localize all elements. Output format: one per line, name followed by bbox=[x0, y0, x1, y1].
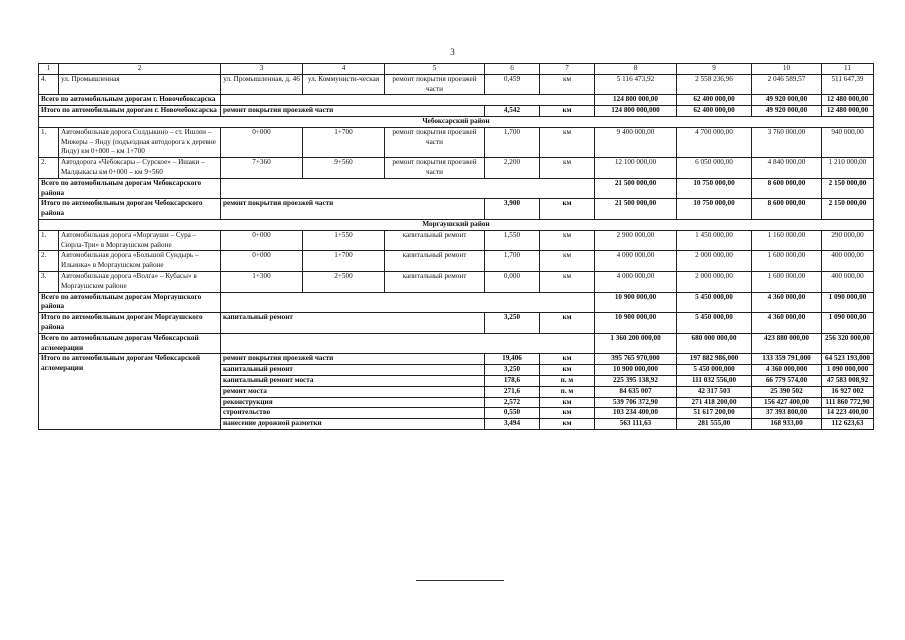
road-name: Автомобильная дорога «Моргауши – Сура – Сюрла-Три» в Моргаушском районе bbox=[59, 230, 221, 251]
section-title: Моргаушский район bbox=[39, 219, 874, 230]
length-value: 1,700 bbox=[485, 127, 540, 157]
length-unit: км bbox=[540, 74, 595, 95]
amount-col9: 1 450 000,00 bbox=[677, 230, 752, 251]
amount-col9: 2 558 236,96 bbox=[677, 74, 752, 95]
length-unit: км bbox=[540, 313, 595, 334]
column-number-3: 3 bbox=[221, 64, 303, 75]
subtotal-row bbox=[39, 95, 874, 106]
length-unit: км bbox=[540, 365, 595, 376]
table-row bbox=[39, 251, 874, 272]
amount-col9: 680 000 000,00 bbox=[677, 333, 752, 354]
amount-total: 21 500 000,00 bbox=[595, 199, 677, 220]
length-value: 3,250 bbox=[485, 365, 540, 376]
segment-start: ул. Промышленная, д. 46 bbox=[221, 74, 303, 95]
length-unit: км bbox=[540, 106, 595, 117]
segment-start: 0+000 bbox=[221, 251, 303, 272]
length-unit: км bbox=[540, 230, 595, 251]
itogo-row bbox=[39, 199, 874, 220]
work-type: ремонт покрытия проезжей части bbox=[221, 106, 485, 117]
amount-col11: 400 000,00 bbox=[822, 271, 874, 292]
empty-cell bbox=[221, 178, 595, 199]
amount-col11: 14 223 400,00 bbox=[822, 408, 874, 419]
segment-start: 1+300 bbox=[221, 271, 303, 292]
subtotal-label: Всего по автомобильным дорогам г. Новочебоксарска bbox=[39, 95, 221, 106]
row-number: 1. bbox=[39, 127, 59, 157]
empty-cell bbox=[221, 95, 595, 106]
work-type: капитальный ремонт bbox=[221, 365, 485, 376]
column-number-8: 8 bbox=[595, 64, 677, 75]
amount-col11: 12 480 000,00 bbox=[822, 106, 874, 117]
amount-col11: 64 523 193,000 bbox=[822, 354, 874, 365]
road-name: ул. Промышленная bbox=[59, 74, 221, 95]
length-value: 0,550 bbox=[485, 408, 540, 419]
length-value: 0,459 bbox=[485, 74, 540, 95]
subtotal-label: Всего по автомобильным дорогам Чебоксарского района bbox=[39, 178, 221, 199]
amount-col11: 1 090 000,00 bbox=[822, 313, 874, 334]
subtotal-label: Всего по автомобильным дорогам Моргаушского района bbox=[39, 292, 221, 313]
amount-col11: 112 623,63 bbox=[822, 419, 874, 430]
table-row bbox=[39, 127, 874, 157]
amount-col10: 2 046 589,57 bbox=[752, 74, 822, 95]
section-heading-row bbox=[39, 219, 874, 230]
amount-col10: 168 933,00 bbox=[752, 419, 822, 430]
road-name: Автомобильная дорога «Большой Сундырь – Ильинка» в Моргаушском районе bbox=[59, 251, 221, 272]
length-unit: км bbox=[540, 199, 595, 220]
work-type: ремонт покрытия проезжей части bbox=[221, 354, 485, 365]
road-name: Автомобильная дорога «Волга» – Кубасы» в Моргаушском районе bbox=[59, 271, 221, 292]
road-name: Автомобильная дорога Солдыкино – ст. Ишлеи – Мижеры – Янду (подъездная автодорога к деревне Янду) км 0+000 – км 1+700 bbox=[59, 127, 221, 157]
length-unit: км bbox=[540, 127, 595, 157]
length-unit: км bbox=[540, 397, 595, 408]
segment-start: 0+000 bbox=[221, 127, 303, 157]
table-row bbox=[39, 230, 874, 251]
subtotal-row bbox=[39, 292, 874, 313]
amount-col10: 156 427 400,00 bbox=[752, 397, 822, 408]
amount-col11: 256 320 000,00 bbox=[822, 333, 874, 354]
amount-col10: 4 840 000,00 bbox=[752, 158, 822, 179]
length-value: 2,572 bbox=[485, 397, 540, 408]
amount-total: 9 400 000,00 bbox=[595, 127, 677, 157]
amount-col9: 42 317 503 bbox=[677, 386, 752, 397]
work-type: ремонт покрытия проезжей части bbox=[221, 199, 485, 220]
column-number-10: 10 bbox=[752, 64, 822, 75]
work-type: капитальный ремонт bbox=[385, 230, 485, 251]
page-number: 3 bbox=[450, 47, 455, 57]
amount-col10: 49 920 000,00 bbox=[752, 106, 822, 117]
subtotal-row bbox=[39, 178, 874, 199]
work-type: капитальный ремонт моста bbox=[221, 375, 485, 386]
subtotal-row bbox=[39, 333, 874, 354]
work-type: капитальный ремонт bbox=[221, 313, 485, 334]
work-type: ремонт покрытия проезжей части bbox=[385, 127, 485, 157]
work-type: капитальный ремонт bbox=[385, 251, 485, 272]
subtotal-label: Всего по автомобильным дорогам Чебоксарской агломерации bbox=[39, 333, 221, 354]
budget-table bbox=[38, 63, 874, 430]
amount-col10: 4 360 000,000 bbox=[752, 365, 822, 376]
amount-col10: 4 360 000,00 bbox=[752, 292, 822, 313]
itogo-label: Итого по автомобильным дорогам г. Новочебоксарска bbox=[39, 106, 221, 117]
amount-total: 21 500 000,00 bbox=[595, 178, 677, 199]
amount-col10: 49 920 000,00 bbox=[752, 95, 822, 106]
amount-col11: 2 150 000,00 bbox=[822, 178, 874, 199]
amount-col9: 62 400 000,00 bbox=[677, 106, 752, 117]
amount-total: 225 395 138,92 bbox=[595, 375, 677, 386]
amount-total: 124 800 000,00 bbox=[595, 95, 677, 106]
amount-total: 5 116 473,92 bbox=[595, 74, 677, 95]
amount-col10: 423 880 000,00 bbox=[752, 333, 822, 354]
amount-col11: 400 000,00 bbox=[822, 251, 874, 272]
section-title: Чебоксарский район bbox=[39, 116, 874, 127]
amount-col9: 5 450 000,00 bbox=[677, 292, 752, 313]
table-row bbox=[39, 74, 874, 95]
amount-col10: 25 390 502 bbox=[752, 386, 822, 397]
amount-col9: 10 750 000,00 bbox=[677, 178, 752, 199]
work-type: нанесение дорожной разметки bbox=[221, 419, 485, 430]
amount-total: 10 900 000,00 bbox=[595, 313, 677, 334]
length-value: 19,406 bbox=[485, 354, 540, 365]
column-number-1: 1 bbox=[39, 64, 59, 75]
segment-end: 1+700 bbox=[303, 127, 385, 157]
amount-col11: 511 647,39 bbox=[822, 74, 874, 95]
amount-col11: 47 583 008,92 bbox=[822, 375, 874, 386]
amount-col11: 2 150 000,00 bbox=[822, 199, 874, 220]
segment-end: 1+700 bbox=[303, 251, 385, 272]
length-unit: п. м bbox=[540, 386, 595, 397]
work-type: ремонт покрытия проезжей части bbox=[385, 158, 485, 179]
amount-col10: 37 393 800,00 bbox=[752, 408, 822, 419]
column-number-6: 6 bbox=[485, 64, 540, 75]
amount-total: 103 234 400,00 bbox=[595, 408, 677, 419]
table-body bbox=[39, 64, 874, 430]
length-value: 1,550 bbox=[485, 230, 540, 251]
amount-total: 539 706 372,90 bbox=[595, 397, 677, 408]
segment-start: 0+000 bbox=[221, 230, 303, 251]
amount-col9: 271 418 200,00 bbox=[677, 397, 752, 408]
amount-col11: 12 480 000,00 bbox=[822, 95, 874, 106]
row-number: 2. bbox=[39, 158, 59, 179]
amount-col9: 10 750 000,00 bbox=[677, 199, 752, 220]
length-value: 3,250 bbox=[485, 313, 540, 334]
amount-total: 1 360 200 000,00 bbox=[595, 333, 677, 354]
amount-col10: 133 359 791,000 bbox=[752, 354, 822, 365]
amount-total: 10 900 000,00 bbox=[595, 292, 677, 313]
road-name: Автодорога «Чебоксары – Сурское» – Ишаки – Малдыкасы км 0+000 – км 9+560 bbox=[59, 158, 221, 179]
amount-col11: 940 000,00 bbox=[822, 127, 874, 157]
work-type: реконструкция bbox=[221, 397, 485, 408]
amount-col10: 8 600 000,00 bbox=[752, 178, 822, 199]
empty-cell bbox=[221, 333, 595, 354]
amount-col11: 111 860 772,90 bbox=[822, 397, 874, 408]
amount-col9: 4 700 000,00 bbox=[677, 127, 752, 157]
column-number-2: 2 bbox=[59, 64, 221, 75]
length-value: 3,900 bbox=[485, 199, 540, 220]
amount-total: 84 635 007 bbox=[595, 386, 677, 397]
length-unit: п. м bbox=[540, 375, 595, 386]
segment-end: ул. Коммунисти-ческая bbox=[303, 74, 385, 95]
length-unit: км bbox=[540, 408, 595, 419]
amount-total: 124 800 000,000 bbox=[595, 106, 677, 117]
amount-col11: 1 090 000,000 bbox=[822, 365, 874, 376]
row-number: 2. bbox=[39, 251, 59, 272]
section-heading-row bbox=[39, 116, 874, 127]
work-type: капитальный ремонт bbox=[385, 271, 485, 292]
itogo-row bbox=[39, 106, 874, 117]
final-total-label: Итого по автомобильным дорогам Чебоксарской агломерации bbox=[39, 354, 221, 430]
amount-col10: 8 600 000,00 bbox=[752, 199, 822, 220]
itogo-label: Итого по автомобильным дорогам Моргаушского района bbox=[39, 313, 221, 334]
amount-col9: 197 882 986,000 bbox=[677, 354, 752, 365]
length-unit: км bbox=[540, 251, 595, 272]
amount-total: 4 000 000,00 bbox=[595, 271, 677, 292]
amount-col9: 111 032 556,00 bbox=[677, 375, 752, 386]
amount-col9: 6 050 000,00 bbox=[677, 158, 752, 179]
work-type: строительство bbox=[221, 408, 485, 419]
amount-col10: 1 600 000,00 bbox=[752, 271, 822, 292]
segment-end: 2+500 bbox=[303, 271, 385, 292]
work-type: ремонт покрытия проезжей части bbox=[385, 74, 485, 95]
amount-col9: 281 555,00 bbox=[677, 419, 752, 430]
length-unit: км bbox=[540, 271, 595, 292]
segment-end: 1+550 bbox=[303, 230, 385, 251]
amount-total: 563 111,63 bbox=[595, 419, 677, 430]
column-number-11: 11 bbox=[822, 64, 874, 75]
footer-rule bbox=[416, 580, 504, 581]
amount-col9: 62 400 000,00 bbox=[677, 95, 752, 106]
amount-col11: 1 090 000,00 bbox=[822, 292, 874, 313]
final-total-row bbox=[39, 354, 874, 365]
work-type: ремонт моста bbox=[221, 386, 485, 397]
length-value: 3,494 bbox=[485, 419, 540, 430]
amount-col9: 51 617 200,00 bbox=[677, 408, 752, 419]
itogo-label: Итого по автомобильным дорогам Чебоксарского района bbox=[39, 199, 221, 220]
amount-col10: 4 360 000,00 bbox=[752, 313, 822, 334]
amount-total: 10 900 000,000 bbox=[595, 365, 677, 376]
row-number: 3. bbox=[39, 271, 59, 292]
length-unit: км bbox=[540, 158, 595, 179]
column-number-7: 7 bbox=[540, 64, 595, 75]
length-value: 271,6 bbox=[485, 386, 540, 397]
amount-col10: 3 760 000,00 bbox=[752, 127, 822, 157]
amount-col9: 5 450 000,00 bbox=[677, 313, 752, 334]
amount-col11: 16 927 002 bbox=[822, 386, 874, 397]
amount-col9: 5 450 000,000 bbox=[677, 365, 752, 376]
amount-col10: 1 600 000,00 bbox=[752, 251, 822, 272]
amount-col9: 2 000 000,00 bbox=[677, 271, 752, 292]
segment-end: 9+560 bbox=[303, 158, 385, 179]
amount-total: 2 900 000,00 bbox=[595, 230, 677, 251]
row-number: 1. bbox=[39, 230, 59, 251]
length-value: 2,200 bbox=[485, 158, 540, 179]
length-unit: км bbox=[540, 354, 595, 365]
segment-start: 7+360 bbox=[221, 158, 303, 179]
amount-col11: 1 210 000,00 bbox=[822, 158, 874, 179]
table-row bbox=[39, 158, 874, 179]
table-row bbox=[39, 271, 874, 292]
length-unit: км bbox=[540, 419, 595, 430]
empty-cell bbox=[221, 292, 595, 313]
row-number: 4. bbox=[39, 74, 59, 95]
length-value: 1,700 bbox=[485, 251, 540, 272]
column-number-5: 5 bbox=[385, 64, 485, 75]
amount-col10: 66 779 574,00 bbox=[752, 375, 822, 386]
itogo-row bbox=[39, 313, 874, 334]
length-value: 178,6 bbox=[485, 375, 540, 386]
amount-total: 395 765 970,000 bbox=[595, 354, 677, 365]
amount-col10: 1 160 000,00 bbox=[752, 230, 822, 251]
amount-col11: 290 000,00 bbox=[822, 230, 874, 251]
amount-total: 12 100 000,00 bbox=[595, 158, 677, 179]
column-number-row bbox=[39, 64, 874, 75]
column-number-4: 4 bbox=[303, 64, 385, 75]
column-number-9: 9 bbox=[677, 64, 752, 75]
amount-col9: 2 000 000,00 bbox=[677, 251, 752, 272]
amount-total: 4 000 000,00 bbox=[595, 251, 677, 272]
length-value: 0,000 bbox=[485, 271, 540, 292]
length-value: 4,542 bbox=[485, 106, 540, 117]
